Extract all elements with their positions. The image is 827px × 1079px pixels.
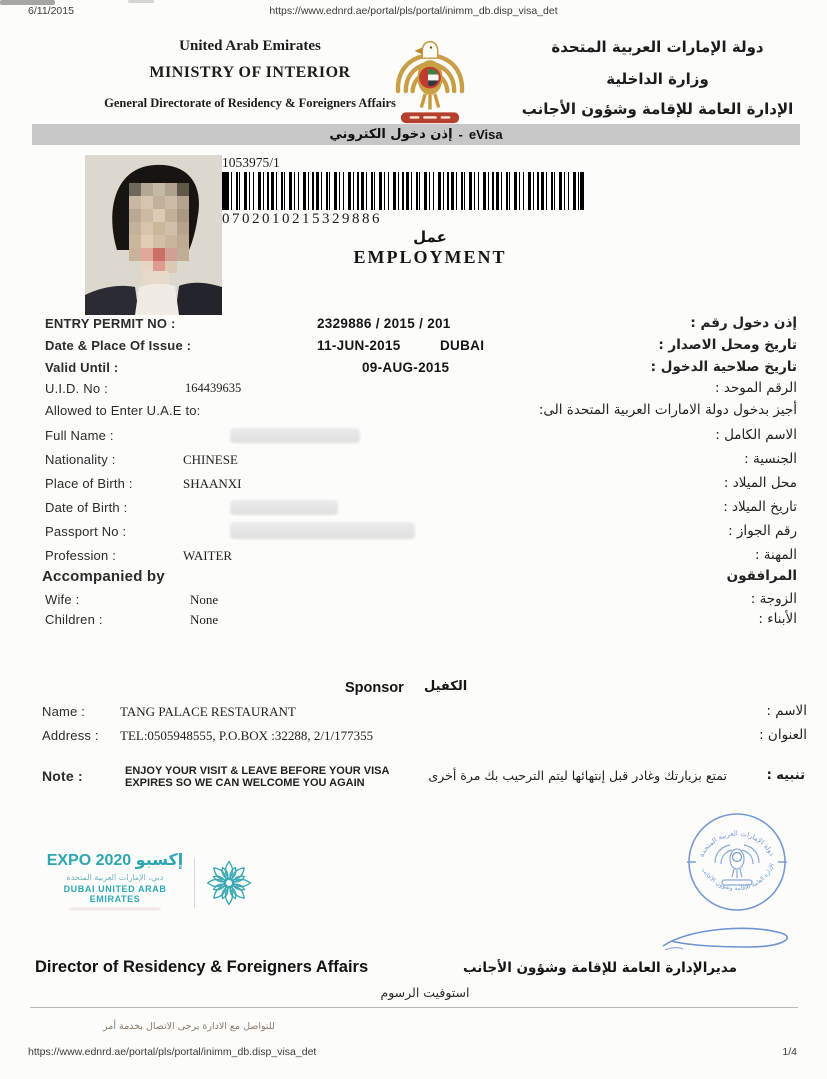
note-label-ar: تنبيه : (766, 768, 805, 783)
wife-label-ar: الزوجة : (750, 591, 797, 607)
entry-permit-value: 2329886 / 2015 / 201 (317, 316, 451, 331)
entry-permit-label: ENTRY PERMIT NO : (45, 316, 176, 331)
children-label: Children : (45, 612, 103, 627)
sponsor-name-label-ar: الاسم : (766, 703, 807, 719)
accompanied-heading: Accompanied by (42, 568, 165, 585)
fees-collected-ar: استوفيت الرسوم (380, 985, 470, 1000)
issue-place-value: DUBAI (440, 338, 485, 353)
visa-type-ar: عمل (413, 228, 447, 246)
sponsor-address-label-ar: العنوان : (759, 727, 807, 743)
place-of-birth-label-ar: محل الميلاد : (723, 475, 797, 491)
nationality-label: Nationality : (45, 452, 116, 467)
evisa-banner (32, 124, 800, 145)
applicant-photo (85, 155, 222, 315)
expo-rosette-icon (204, 858, 254, 908)
wife-value: None (190, 592, 219, 607)
director-title-ar: مديرالإدارة العامة للإقامة وشؤون الأجانب (463, 960, 737, 976)
valid-until-label-ar: تاريخ صلاحية الدخول : (650, 359, 797, 375)
header-country-en: United Arab Emirates (179, 38, 321, 54)
expo-subtitle-ar: دبي، الإمارات العربية المتحدة (66, 873, 164, 882)
valid-until-value: 09-AUG-2015 (362, 360, 450, 375)
uid-label: U.I.D. No : (45, 381, 108, 396)
expo-title-ar: إكسبو (135, 850, 184, 869)
note-text-line2: EXPIRES SO WE CAN WELCOME YOU AGAIN (125, 777, 365, 789)
children-value: None (190, 612, 219, 627)
place-of-birth-label: Place of Birth : (45, 476, 133, 491)
full-name-value-redacted (230, 428, 360, 443)
profession-value: WAITER (183, 548, 233, 563)
sponsor-address-label: Address : (42, 728, 99, 743)
ministry-stamp-icon (682, 807, 792, 917)
header-country-ar: دولة الإمارات العربية المتحدة (551, 38, 764, 56)
print-date: 6/11/2015 (28, 5, 74, 17)
passport-value-redacted (230, 522, 415, 539)
header-ministry-ar: وزارة الداخلية (606, 70, 709, 88)
sponsor-name-value: TANG PALACE RESTAURANT (120, 704, 296, 719)
footer-divider (30, 1007, 798, 1008)
date-of-birth-value-redacted (230, 500, 338, 515)
header-directorate-ar: الإدارة العامة للإقامة وشؤون الأجانب (521, 100, 794, 118)
scan-artifact (128, 0, 154, 3)
note-text-line1: ENJOY YOUR VISIT & LEAVE BEFORE YOUR VISA (125, 765, 390, 777)
sponsor-name-label: Name : (42, 704, 86, 719)
nationality-label-ar: الجنسية : (744, 451, 797, 467)
banner-label-ar: إذن دخول الكتروني (329, 127, 453, 142)
allowed-label-ar: أجيز بدخول دولة الامارات العربية المتحدة الى: (538, 402, 797, 418)
expo-fineprint-faint (70, 908, 160, 910)
banner-separator: - (458, 127, 463, 142)
barcode (222, 172, 584, 210)
uid-value: 164439635 (185, 381, 242, 395)
entry-permit-label-ar: إذن دخول رقم : (690, 315, 797, 331)
full-name-label: Full Name : (45, 428, 114, 443)
svg-text:دولة الإمارات العربية المتحدة: دولة الإمارات العربية المتحدة (697, 829, 777, 859)
sponsor-title-en: Sponsor (345, 680, 404, 696)
footer-url: https://www.ednrd.ae/portal/pls/portal/inimm_db.disp_visa_det (28, 1046, 317, 1058)
header-ministry-en: MINISTRY OF INTERIOR (149, 64, 351, 81)
expo-subtitle-en: DUBAI UNITED ARAB EMIRATES (63, 884, 167, 904)
director-title-en: Director of Residency & Foreigners Affairs (35, 958, 369, 976)
date-of-birth-label: Date of Birth : (45, 500, 128, 515)
wife-label: Wife : (45, 592, 80, 607)
uae-falcon-emblem-icon (386, 33, 474, 125)
children-label-ar: الأبناء : (758, 611, 797, 627)
note-label: Note : (42, 768, 83, 784)
sponsor-address-value: TEL:0505948555, P.O.BOX :32288, 2/1/177355 (120, 728, 374, 743)
nationality-value: CHINESE (183, 452, 238, 467)
passport-label: Passport No : (45, 524, 127, 539)
profession-label: Profession : (45, 548, 117, 563)
page-indicator: 1/4 (782, 1046, 797, 1058)
valid-until-label: Valid Until : (45, 360, 119, 375)
contact-note-ar: للتواصل مع الادارة يرجى الاتصال بخدمة أمر (103, 1021, 275, 1032)
print-url: https://www.ednrd.ae/portal/pls/portal/inimm_db.disp_visa_det (269, 5, 558, 17)
visa-type-en: EMPLOYMENT (353, 247, 507, 267)
issue-date-value: 11-JUN-2015 (317, 338, 401, 353)
barcode-number: 0702010215329886 (222, 211, 382, 227)
profession-label-ar: المهنة : (754, 547, 797, 563)
issue-label-ar: تاريخ ومحل الاصدار : (658, 337, 797, 353)
accompanied-heading-ar: المرافقون (726, 568, 797, 584)
expo-logo-text (40, 850, 190, 910)
banner-label-en: eVisa (468, 127, 503, 142)
uid-label-ar: الرقم الموحد : (715, 380, 797, 396)
date-of-birth-label-ar: تاريخ الميلاد : (723, 499, 797, 515)
expo-title (40, 850, 190, 870)
place-of-birth-value: SHAANXI (183, 476, 242, 491)
signature (655, 918, 805, 958)
expo-title-en: EXPO 2020 (46, 852, 132, 869)
issue-label: Date & Place Of Issue : (45, 338, 192, 353)
svg-text:الإدارة العامة للإقامة وشؤون ا: الإدارة العامة للإقامة وشؤون الأجانب (699, 862, 777, 893)
passport-label-ar: رقم الجواز : (728, 523, 797, 539)
expo-logo-divider (194, 858, 195, 908)
sponsor-title-ar: الكفيل (424, 679, 468, 694)
allowed-label: Allowed to Enter U.A.E to: (45, 403, 201, 418)
file-number: 1053975/1 (222, 155, 280, 170)
header-directorate-en: General Directorate of Residency & Foreigners Affairs (104, 96, 396, 110)
full-name-label-ar: الاسم الكامل : (715, 427, 797, 443)
note-text-ar: تمتع بزيارتك وغادر قبل إنتهائها ليتم الترحيب بك مرة أخرى (428, 768, 727, 783)
